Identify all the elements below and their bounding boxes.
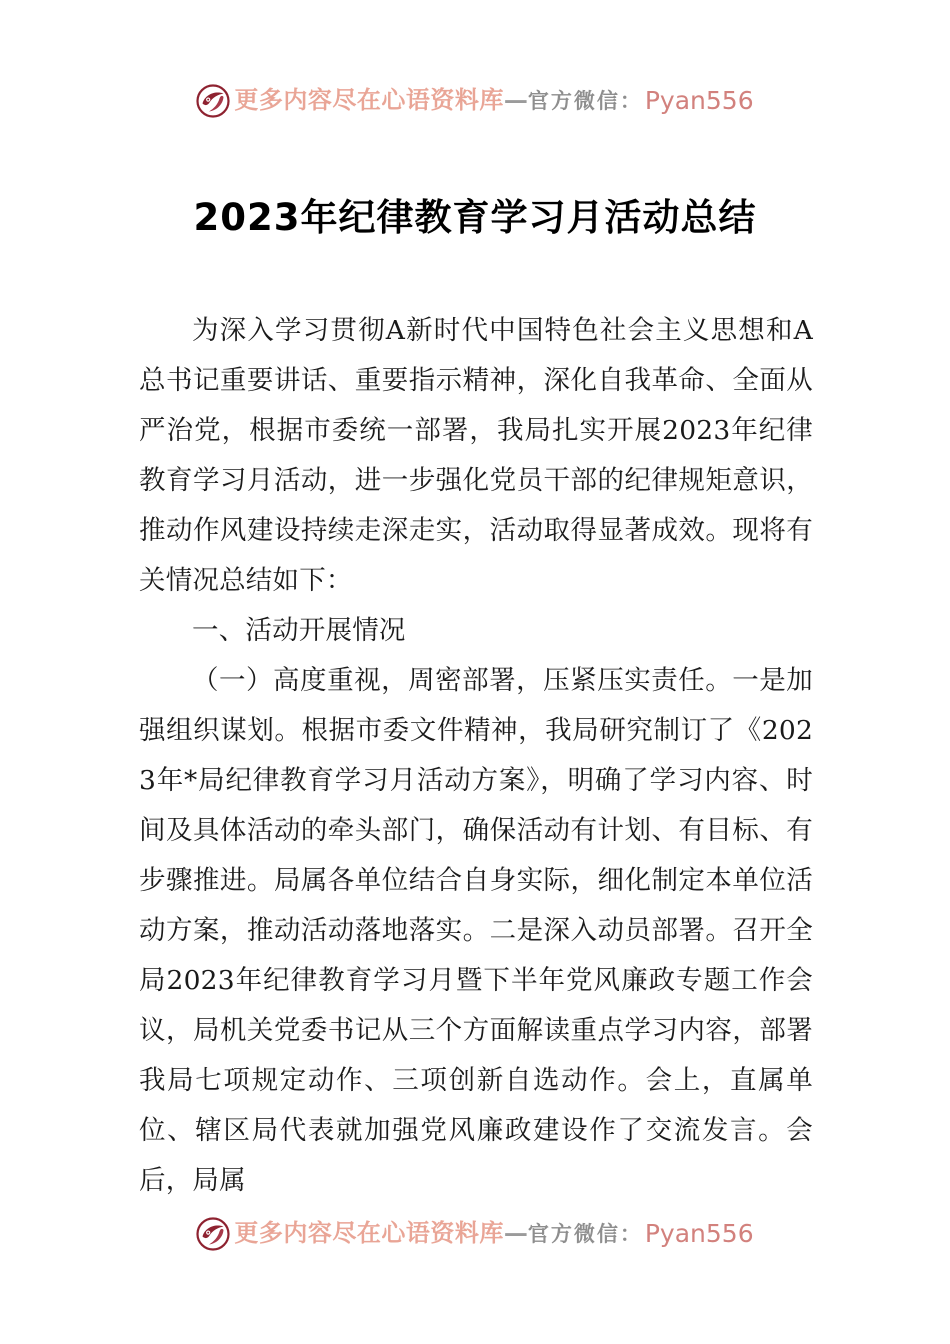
watermark-channel-label: 官方微信： <box>527 87 643 113</box>
watermark-brand-text: 更多内容尽在心语资料库 <box>234 1218 504 1247</box>
header-watermark <box>0 83 950 117</box>
swirl-seal-logo-icon <box>196 84 230 118</box>
section-heading-one: 一、活动开展情况 <box>192 615 406 646</box>
swirl-seal-logo-icon <box>196 1217 230 1251</box>
page-title: 2023年纪律教育学习月活动总结 <box>193 195 757 239</box>
footer-watermark <box>0 1216 950 1250</box>
watermark-dash: — <box>503 1218 528 1247</box>
watermark-account-id: Pyan556 <box>644 85 754 115</box>
watermark-dash: — <box>503 85 528 114</box>
document-body <box>139 306 813 1206</box>
paragraph-subsection-one: （一）高度重视，周密部署，压紧压实责任。一是加强组织谋划。根据市委文件精神，我局研究制订了《2023年*局纪律教育学习月活动方案》，明确了学习内容、时间及具体活动的牵头部门，确保活动有计划、有目标、有步骤推进。局属各单位结合自身实际，细化制定本单位活动方案，推动活动落地落实。二是深入动员部署。召开全局2023年纪律教育学习月暨下半年党风廉政专题工作会议，局机关党委书记从三个方面解读重点学习内容，部署我局七项规定动作、三项创新自选动作。会上，直属单位、辖区局代表就加强党风廉政建设作了交流发言。会后，局属 <box>139 665 813 1196</box>
watermark-account-id: Pyan556 <box>644 1218 754 1248</box>
paragraph-intro: 为深入学习贯彻A新时代中国特色社会主义思想和A总书记重要讲话、重要指示精神，深化自我革命、全面从严治党，根据市委统一部署，我局扎实开展2023年纪律教育学习月活动，进一步强化党员干部的纪律规矩意识，推动作风建设持续走深走实，活动取得显著成效。现将有关情况总结如下： <box>139 315 813 596</box>
watermark-brand-text: 更多内容尽在心语资料库 <box>234 85 504 114</box>
watermark-channel-label: 官方微信： <box>527 1220 643 1246</box>
